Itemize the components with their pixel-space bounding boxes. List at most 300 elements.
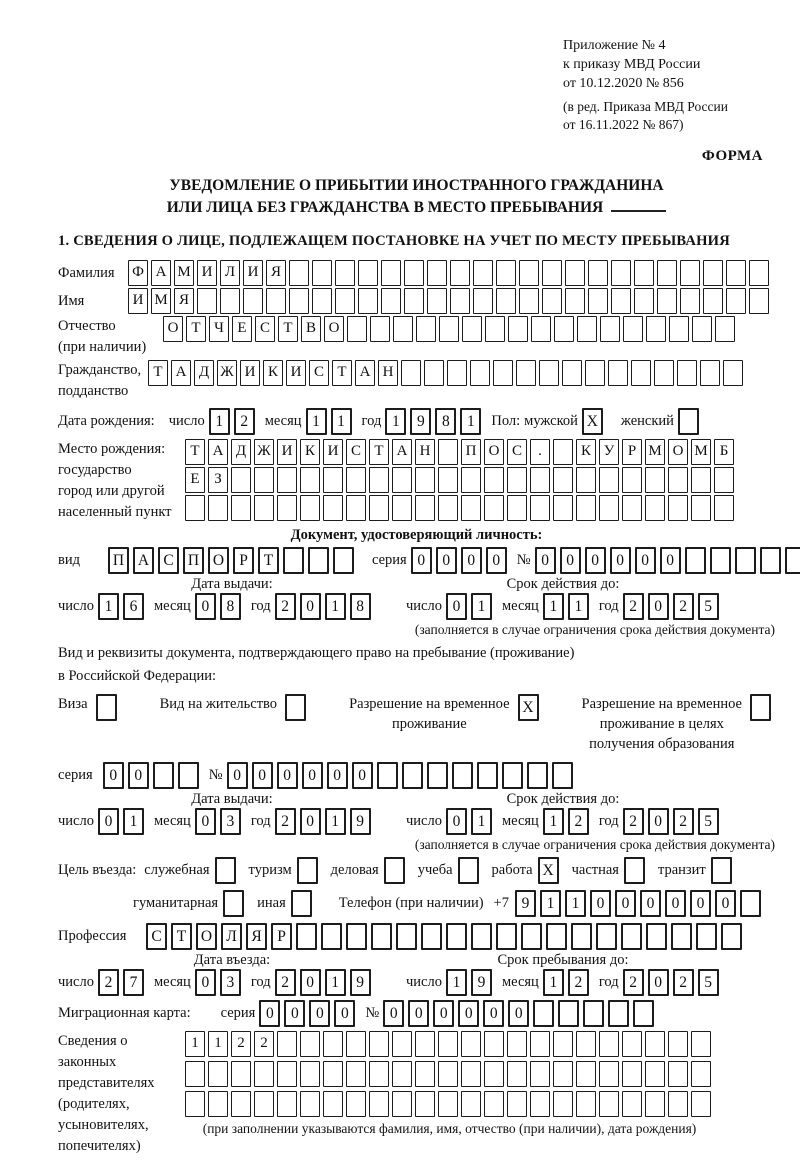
char-cell[interactable] [415,495,435,521]
char-cell[interactable] [254,495,274,521]
char-cell[interactable] [507,467,527,493]
char-cell[interactable] [554,316,574,342]
char-cell[interactable]: Т [186,316,206,342]
char-cell[interactable] [438,495,458,521]
char-cell[interactable]: У [599,439,619,465]
char-cell[interactable]: Я [246,923,267,950]
char-cell[interactable] [300,1031,320,1057]
char-cell[interactable] [346,495,366,521]
char-cell[interactable] [243,288,263,314]
char-cell[interactable]: 0 [560,547,581,574]
char-cell[interactable] [458,857,479,884]
char-cell[interactable]: Т [332,360,352,386]
char-cell[interactable]: 0 [446,593,467,620]
char-cell[interactable]: О [324,316,344,342]
char-cell[interactable]: О [484,439,504,465]
char-cell[interactable]: 3 [220,969,241,996]
char-cell[interactable] [608,1000,629,1027]
char-cell[interactable] [208,1061,228,1087]
char-cell[interactable]: 1 [540,890,561,917]
char-cell[interactable]: С [309,360,329,386]
char-cell[interactable] [542,288,562,314]
char-cell[interactable] [496,260,516,286]
char-cell[interactable]: 0 [508,1000,529,1027]
char-cell[interactable] [231,495,251,521]
char-cell[interactable] [726,288,746,314]
char-cell[interactable]: З [208,467,228,493]
char-cell[interactable] [223,890,244,917]
char-cell[interactable] [277,467,297,493]
char-cell[interactable] [300,1061,320,1087]
char-cell[interactable] [462,316,482,342]
char-cell[interactable] [300,1091,320,1117]
char-cell[interactable] [715,316,735,342]
char-cell[interactable] [558,1000,579,1027]
char-cell[interactable] [438,439,458,465]
char-cell[interactable]: С [507,439,527,465]
char-cell[interactable] [723,360,743,386]
char-cell[interactable] [277,1061,297,1087]
char-cell[interactable]: 0 [259,1000,280,1027]
char-cell[interactable] [446,923,467,950]
char-cell[interactable]: С [346,439,366,465]
char-cell[interactable] [197,288,217,314]
char-cell[interactable]: Д [194,360,214,386]
char-cell[interactable]: 5 [698,969,719,996]
char-cell[interactable] [404,288,424,314]
char-cell[interactable] [565,288,585,314]
char-cell[interactable] [392,1061,412,1087]
char-cell[interactable]: X [538,857,559,884]
char-cell[interactable] [450,288,470,314]
char-cell[interactable] [721,923,742,950]
char-cell[interactable]: 0 [585,547,606,574]
char-cell[interactable]: 0 [610,547,631,574]
char-cell[interactable] [496,923,517,950]
char-cell[interactable]: И [128,288,148,314]
char-cell[interactable] [438,467,458,493]
char-cell[interactable] [624,857,645,884]
char-cell[interactable] [710,547,731,574]
char-cell[interactable] [645,1031,665,1057]
char-cell[interactable]: 0 [252,762,273,789]
char-cell[interactable] [289,288,309,314]
char-cell[interactable]: 0 [408,1000,429,1027]
char-cell[interactable]: 2 [623,593,644,620]
char-cell[interactable] [438,1031,458,1057]
char-cell[interactable]: М [645,439,665,465]
char-cell[interactable] [335,260,355,286]
char-cell[interactable]: 0 [660,547,681,574]
char-cell[interactable]: И [323,439,343,465]
char-cell[interactable] [680,260,700,286]
char-cell[interactable]: А [208,439,228,465]
char-cell[interactable] [401,360,421,386]
char-cell[interactable]: М [174,260,194,286]
char-cell[interactable]: X [518,694,539,721]
char-cell[interactable] [473,288,493,314]
char-cell[interactable] [461,1061,481,1087]
char-cell[interactable] [691,467,711,493]
char-cell[interactable]: 0 [535,547,556,574]
char-cell[interactable] [562,360,582,386]
char-cell[interactable] [289,260,309,286]
char-cell[interactable] [333,547,354,574]
char-cell[interactable] [760,547,781,574]
char-cell[interactable]: К [300,439,320,465]
char-cell[interactable]: 0 [309,1000,330,1027]
char-cell[interactable] [277,1091,297,1117]
char-cell[interactable] [185,1091,205,1117]
char-cell[interactable]: 1 [209,408,230,435]
char-cell[interactable]: П [108,547,129,574]
char-cell[interactable] [542,260,562,286]
char-cell[interactable] [392,1091,412,1117]
char-cell[interactable] [485,316,505,342]
char-cell[interactable] [392,467,412,493]
char-cell[interactable]: 2 [568,808,589,835]
char-cell[interactable] [576,467,596,493]
char-cell[interactable] [484,495,504,521]
char-cell[interactable] [421,923,442,950]
char-cell[interactable] [691,1091,711,1117]
char-cell[interactable] [735,547,756,574]
char-cell[interactable] [439,316,459,342]
char-cell[interactable]: 9 [350,969,371,996]
char-cell[interactable] [692,316,712,342]
char-cell[interactable]: 0 [648,808,669,835]
char-cell[interactable] [507,495,527,521]
char-cell[interactable]: Я [174,288,194,314]
char-cell[interactable] [312,260,332,286]
char-cell[interactable] [358,288,378,314]
char-cell[interactable]: С [255,316,275,342]
char-cell[interactable] [623,316,643,342]
char-cell[interactable]: 2 [673,969,694,996]
char-cell[interactable]: Л [221,923,242,950]
char-cell[interactable]: 1 [98,593,119,620]
char-cell[interactable] [785,547,800,574]
char-cell[interactable] [369,1031,389,1057]
char-cell[interactable]: 0 [334,1000,355,1027]
char-cell[interactable] [266,288,286,314]
char-cell[interactable]: 0 [590,890,611,917]
char-cell[interactable] [677,360,697,386]
char-cell[interactable] [277,495,297,521]
char-cell[interactable]: 1 [446,969,467,996]
char-cell[interactable]: 9 [350,808,371,835]
char-cell[interactable] [312,288,332,314]
char-cell[interactable] [599,495,619,521]
char-cell[interactable] [484,1031,504,1057]
char-cell[interactable] [392,1031,412,1057]
char-cell[interactable] [484,1061,504,1087]
char-cell[interactable] [622,495,642,521]
char-cell[interactable]: 9 [471,969,492,996]
char-cell[interactable] [519,260,539,286]
char-cell[interactable] [539,360,559,386]
char-cell[interactable] [461,467,481,493]
char-cell[interactable]: 1 [123,808,144,835]
char-cell[interactable] [700,360,720,386]
char-cell[interactable]: 0 [128,762,149,789]
char-cell[interactable] [714,467,734,493]
char-cell[interactable]: Т [278,316,298,342]
char-cell[interactable]: 0 [284,1000,305,1027]
char-cell[interactable] [254,1061,274,1087]
char-cell[interactable] [611,260,631,286]
char-cell[interactable] [646,923,667,950]
char-cell[interactable] [450,260,470,286]
char-cell[interactable] [215,857,236,884]
char-cell[interactable] [646,316,666,342]
char-cell[interactable] [703,288,723,314]
char-cell[interactable] [346,1091,366,1117]
char-cell[interactable]: 9 [410,408,431,435]
char-cell[interactable]: 0 [715,890,736,917]
char-cell[interactable]: 1 [543,593,564,620]
char-cell[interactable] [153,762,174,789]
char-cell[interactable] [321,923,342,950]
char-cell[interactable]: 1 [208,1031,228,1057]
char-cell[interactable] [208,1091,228,1117]
char-cell[interactable]: 0 [690,890,711,917]
char-cell[interactable] [346,923,367,950]
char-cell[interactable]: 2 [568,969,589,996]
char-cell[interactable] [296,923,317,950]
char-cell[interactable] [507,1091,527,1117]
char-cell[interactable] [461,1031,481,1057]
char-cell[interactable] [696,923,717,950]
char-cell[interactable]: 0 [195,808,216,835]
char-cell[interactable]: И [277,439,297,465]
char-cell[interactable] [291,890,312,917]
char-cell[interactable] [668,467,688,493]
char-cell[interactable] [750,694,771,721]
char-cell[interactable] [415,467,435,493]
char-cell[interactable] [231,467,251,493]
char-cell[interactable]: 0 [383,1000,404,1027]
char-cell[interactable]: 1 [543,808,564,835]
char-cell[interactable] [415,1091,435,1117]
char-cell[interactable]: Ф [128,260,148,286]
char-cell[interactable] [553,1091,573,1117]
char-cell[interactable]: 8 [220,593,241,620]
char-cell[interactable] [634,260,654,286]
char-cell[interactable] [185,1061,205,1087]
char-cell[interactable] [588,260,608,286]
char-cell[interactable]: 3 [220,808,241,835]
char-cell[interactable] [358,260,378,286]
char-cell[interactable]: 0 [327,762,348,789]
char-cell[interactable]: Ж [217,360,237,386]
char-cell[interactable] [668,1031,688,1057]
char-cell[interactable] [393,316,413,342]
char-cell[interactable] [178,762,199,789]
char-cell[interactable] [370,316,390,342]
char-cell[interactable]: 2 [254,1031,274,1057]
char-cell[interactable] [657,260,677,286]
char-cell[interactable]: 1 [385,408,406,435]
char-cell[interactable]: 1 [471,808,492,835]
char-cell[interactable] [533,1000,554,1027]
char-cell[interactable] [527,762,548,789]
char-cell[interactable] [678,408,699,435]
char-cell[interactable] [657,288,677,314]
char-cell[interactable] [600,316,620,342]
char-cell[interactable] [668,1091,688,1117]
char-cell[interactable] [571,923,592,950]
char-cell[interactable]: 0 [486,547,507,574]
char-cell[interactable]: 2 [98,969,119,996]
char-cell[interactable]: 0 [302,762,323,789]
char-cell[interactable] [461,1091,481,1117]
char-cell[interactable]: О [196,923,217,950]
char-cell[interactable]: 8 [350,593,371,620]
char-cell[interactable]: Р [622,439,642,465]
char-cell[interactable]: 0 [195,969,216,996]
char-cell[interactable] [323,1091,343,1117]
char-cell[interactable] [691,1061,711,1087]
char-cell[interactable]: 0 [300,808,321,835]
char-cell[interactable] [714,495,734,521]
char-cell[interactable]: А [392,439,412,465]
char-cell[interactable]: 2 [275,808,296,835]
char-cell[interactable] [323,1031,343,1057]
char-cell[interactable] [588,288,608,314]
char-cell[interactable] [392,495,412,521]
char-cell[interactable] [415,1031,435,1057]
char-cell[interactable] [633,1000,654,1027]
char-cell[interactable] [553,1061,573,1087]
char-cell[interactable]: А [355,360,375,386]
char-cell[interactable] [381,260,401,286]
char-cell[interactable]: А [151,260,171,286]
char-cell[interactable] [384,857,405,884]
char-cell[interactable] [507,1061,527,1087]
char-cell[interactable] [231,1091,251,1117]
char-cell[interactable] [496,288,516,314]
char-cell[interactable] [254,1091,274,1117]
char-cell[interactable] [749,288,769,314]
char-cell[interactable]: П [183,547,204,574]
char-cell[interactable] [371,923,392,950]
char-cell[interactable]: 1 [306,408,327,435]
title-blank-underline[interactable] [611,198,666,212]
char-cell[interactable] [283,547,304,574]
char-cell[interactable]: 0 [98,808,119,835]
char-cell[interactable] [404,260,424,286]
char-cell[interactable]: Т [185,439,205,465]
char-cell[interactable] [583,1000,604,1027]
char-cell[interactable]: Т [148,360,168,386]
char-cell[interactable]: Д [231,439,251,465]
char-cell[interactable] [308,547,329,574]
char-cell[interactable] [427,288,447,314]
char-cell[interactable] [608,360,628,386]
char-cell[interactable]: 0 [352,762,373,789]
char-cell[interactable] [553,495,573,521]
char-cell[interactable] [669,316,689,342]
char-cell[interactable] [631,360,651,386]
char-cell[interactable] [622,467,642,493]
char-cell[interactable] [427,762,448,789]
char-cell[interactable] [473,260,493,286]
char-cell[interactable] [552,762,573,789]
char-cell[interactable]: С [158,547,179,574]
char-cell[interactable] [622,1091,642,1117]
char-cell[interactable]: М [691,439,711,465]
char-cell[interactable] [530,495,550,521]
char-cell[interactable] [553,439,573,465]
char-cell[interactable] [346,1031,366,1057]
char-cell[interactable] [654,360,674,386]
char-cell[interactable]: 0 [411,547,432,574]
char-cell[interactable] [185,495,205,521]
char-cell[interactable] [323,495,343,521]
char-cell[interactable] [424,360,444,386]
char-cell[interactable]: Б [714,439,734,465]
char-cell[interactable] [726,260,746,286]
char-cell[interactable] [516,360,536,386]
char-cell[interactable] [599,1031,619,1057]
char-cell[interactable]: К [263,360,283,386]
char-cell[interactable]: Т [369,439,389,465]
char-cell[interactable] [645,467,665,493]
char-cell[interactable] [477,762,498,789]
char-cell[interactable]: 2 [623,808,644,835]
char-cell[interactable]: О [163,316,183,342]
char-cell[interactable]: 0 [300,969,321,996]
char-cell[interactable]: И [240,360,260,386]
char-cell[interactable] [416,316,436,342]
char-cell[interactable] [300,495,320,521]
char-cell[interactable] [208,495,228,521]
char-cell[interactable] [402,762,423,789]
char-cell[interactable] [300,467,320,493]
char-cell[interactable]: О [668,439,688,465]
char-cell[interactable] [645,1091,665,1117]
char-cell[interactable] [622,1061,642,1087]
char-cell[interactable] [596,923,617,950]
char-cell[interactable] [447,360,467,386]
char-cell[interactable]: 5 [698,593,719,620]
char-cell[interactable] [471,923,492,950]
char-cell[interactable] [438,1061,458,1087]
char-cell[interactable] [685,547,706,574]
char-cell[interactable] [346,1061,366,1087]
char-cell[interactable]: 8 [435,408,456,435]
char-cell[interactable] [621,923,642,950]
char-cell[interactable] [396,923,417,950]
char-cell[interactable] [323,467,343,493]
char-cell[interactable] [691,1031,711,1057]
char-cell[interactable] [502,762,523,789]
char-cell[interactable] [484,467,504,493]
char-cell[interactable] [427,260,447,286]
char-cell[interactable]: П [461,439,481,465]
char-cell[interactable]: 7 [123,969,144,996]
char-cell[interactable]: 0 [446,808,467,835]
char-cell[interactable]: 0 [615,890,636,917]
char-cell[interactable]: 0 [433,1000,454,1027]
char-cell[interactable]: 2 [231,1031,251,1057]
char-cell[interactable]: И [243,260,263,286]
char-cell[interactable]: 2 [623,969,644,996]
char-cell[interactable] [369,1061,389,1087]
char-cell[interactable] [369,1091,389,1117]
char-cell[interactable]: 0 [461,547,482,574]
